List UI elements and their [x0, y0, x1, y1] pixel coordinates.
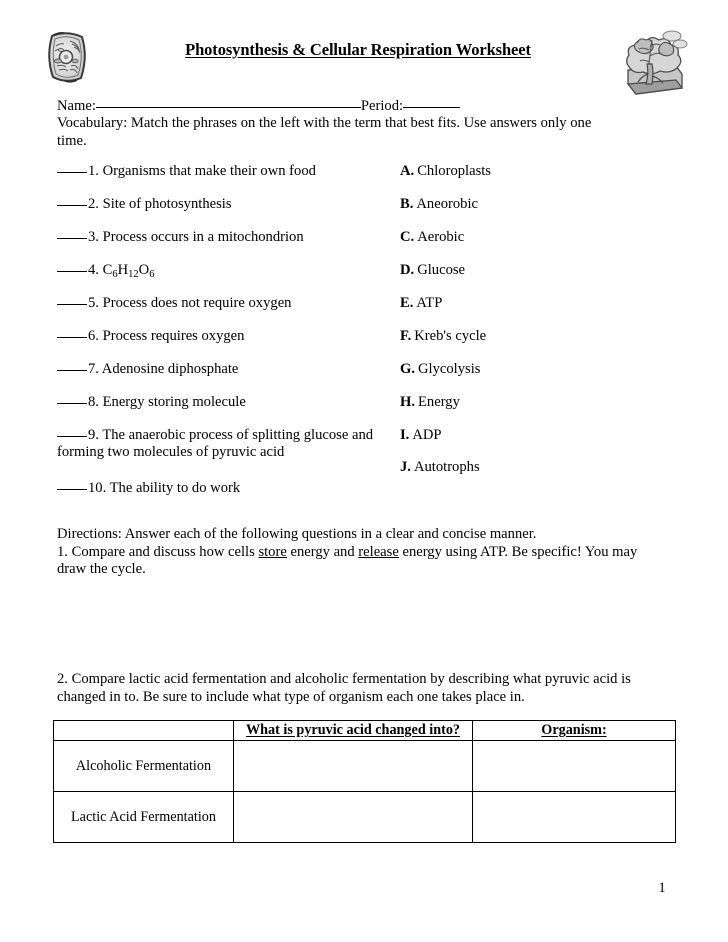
matching-item-6 — [57, 328, 397, 345]
answer-blank-9[interactable] — [57, 436, 87, 437]
answer-letter: G. — [400, 361, 415, 377]
answer-blank-6[interactable] — [57, 337, 87, 338]
table-header-organism-label: Organism: — [541, 722, 607, 738]
answer-blank-10[interactable] — [57, 489, 87, 490]
matching-item-4 — [57, 262, 397, 283]
answer-letter: B. — [400, 196, 414, 212]
matching-item-number: 7. — [88, 361, 99, 377]
question-1-underlined-store: store — [258, 543, 287, 560]
answer-letter: H. — [400, 394, 415, 410]
matching-item-number: 5. — [88, 295, 99, 311]
matching-item-text: Site of photosynthesis — [102, 196, 232, 212]
answer-letter: D. — [400, 262, 415, 278]
answer-letter: I. — [400, 427, 410, 443]
answer-option-b — [400, 196, 630, 213]
answer-term: Energy — [418, 394, 460, 410]
answer-term: Autotrophs — [413, 459, 480, 475]
matching-item-9 — [57, 427, 377, 460]
answer-blank-8[interactable] — [57, 403, 87, 404]
answer-term: ATP — [416, 295, 443, 311]
table-row — [54, 741, 676, 792]
matching-item-text: The anaerobic process of splitting glucose and forming two molecules of pyruvic acid — [57, 427, 374, 460]
answer-letter: J. — [400, 459, 411, 475]
question-1-underlined-release: release — [358, 543, 399, 560]
matching-item-number: 1. — [88, 163, 99, 179]
matching-item-number: 2. — [88, 196, 99, 212]
answer-option-e — [400, 295, 630, 312]
matching-item-number: 8. — [88, 394, 99, 410]
answer-term: Aneorobic — [416, 196, 478, 212]
matching-item-8 — [57, 394, 397, 411]
matching-item-text: The ability to do work — [109, 480, 241, 496]
tree-shrub-illustration-icon — [616, 26, 688, 104]
answer-term: Aerobic — [417, 229, 465, 245]
matching-item-number: 10. — [88, 480, 107, 496]
name-period-line — [57, 98, 460, 115]
question-1-suffix: energy using ATP. Be specific! You may draw the cycle. — [57, 543, 638, 578]
answer-blank-5[interactable] — [57, 304, 87, 305]
answer-term: ADP — [412, 427, 442, 443]
matching-item-text: Energy storing molecule — [102, 394, 246, 410]
answer-blank-7[interactable] — [57, 370, 87, 371]
matching-item-number: 4. — [88, 262, 99, 278]
period-blank-field[interactable] — [403, 107, 460, 108]
matching-item-text: Process requires oxygen — [102, 328, 245, 344]
page-title: Photosynthesis & Cellular Respiration Worksheet — [185, 40, 531, 59]
matching-item-2 — [57, 196, 397, 213]
table-row — [54, 792, 676, 843]
matching-item-number: 6. — [88, 328, 99, 344]
cell-alcoholic-what[interactable] — [234, 741, 473, 792]
table-header-row — [54, 721, 676, 741]
answer-option-f — [400, 328, 630, 345]
answer-option-h — [400, 394, 630, 411]
answer-blank-3[interactable] — [57, 238, 87, 239]
period-label: Period: — [360, 98, 404, 114]
answer-letter: A. — [400, 163, 415, 179]
answer-term: Chloroplasts — [417, 163, 491, 179]
question-2: 2. Compare lactic acid fermentation and alcoholic fermentation by describing what pyruvic acid is changed in to. Be sure to include what type of organism each one takes place in. — [57, 671, 631, 705]
answer-term: Kreb's cycle — [414, 328, 487, 344]
matching-item-10 — [57, 480, 397, 497]
table-header-blank — [54, 721, 234, 741]
name-blank-field[interactable] — [96, 107, 361, 108]
vocabulary-instructions: Vocabulary: Match the phrases on the left with the term that best fits. Use answers only one time. — [57, 115, 592, 149]
answer-letter: E. — [400, 295, 414, 311]
answer-option-d — [400, 262, 630, 279]
answer-blank-1[interactable] — [57, 172, 87, 173]
row-label-lactic: Lactic Acid Fermentation — [54, 792, 234, 843]
directions-heading: Directions: Answer each of the following questions in a clear and concise manner. — [57, 526, 537, 542]
matching-item-7 — [57, 361, 397, 378]
matching-item-text: Process occurs in a mitochondrion — [102, 229, 304, 245]
cell-alcoholic-organism[interactable] — [473, 741, 676, 792]
answer-option-a — [400, 163, 630, 180]
answer-option-g — [400, 361, 630, 378]
answer-letter: F. — [400, 328, 412, 344]
page-number: 1 — [658, 880, 666, 896]
matching-item-text: Process does not require oxygen — [102, 295, 292, 311]
answer-option-j — [400, 459, 630, 476]
answer-option-i — [400, 427, 630, 444]
fermentation-comparison-table — [53, 720, 676, 843]
answer-blank-4[interactable] — [57, 271, 87, 272]
answer-option-c — [400, 229, 630, 246]
matching-item-formula: $C_6H_{12}O_6$ — [102, 262, 155, 280]
answer-blank-2[interactable] — [57, 205, 87, 206]
table-header-organism — [473, 721, 676, 741]
animal-cell-diagram-icon — [44, 30, 90, 84]
question-1-prefix: 1. Compare and discuss how cells — [57, 543, 259, 560]
table-header-what — [234, 721, 473, 741]
question-1 — [57, 544, 642, 579]
matching-item-text: Organisms that make their own food — [102, 163, 316, 179]
matching-item-number: 9. — [88, 427, 99, 443]
cell-lactic-what[interactable] — [234, 792, 473, 843]
table-header-what-label: What is pyruvic acid changed into? — [245, 722, 461, 738]
directions-block — [57, 526, 642, 579]
question-1-middle: energy and — [286, 543, 359, 560]
matching-item-text: Adenosine diphosphate — [101, 361, 239, 377]
answer-term: Glycolysis — [418, 361, 481, 377]
answer-term: Glucose — [417, 262, 466, 278]
matching-item-5 — [57, 295, 397, 312]
cell-lactic-organism[interactable] — [473, 792, 676, 843]
name-label: Name: — [57, 98, 96, 114]
matching-item-1 — [57, 163, 397, 180]
matching-item-number: 3. — [88, 229, 99, 245]
matching-item-3 — [57, 229, 397, 246]
answer-letter: C. — [400, 229, 415, 245]
row-label-alcoholic: Alcoholic Fermentation — [54, 741, 234, 792]
page-header — [0, 26, 728, 104]
